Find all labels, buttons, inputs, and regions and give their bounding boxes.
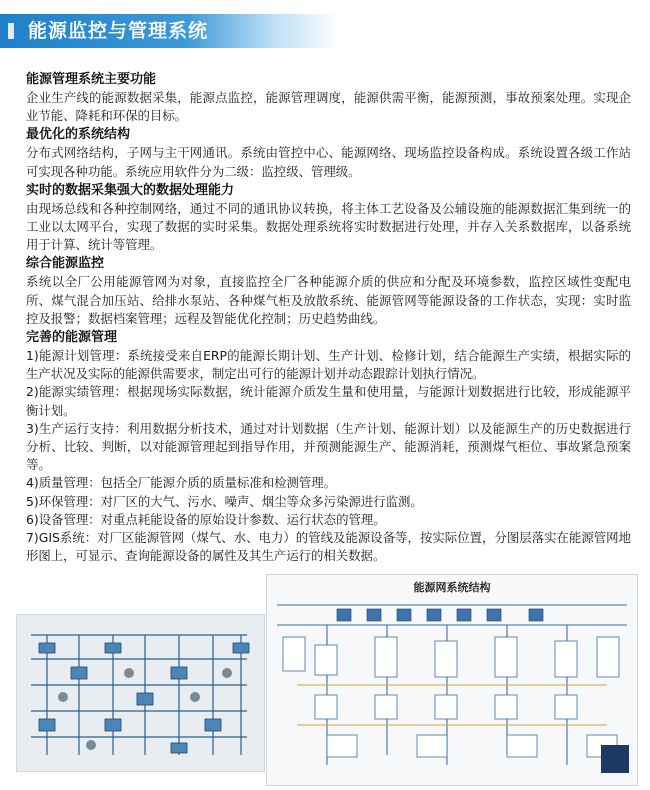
section-heading: 完善的能源管理	[26, 330, 118, 346]
process-schematic-image	[16, 614, 265, 772]
section-main-functions	[26, 70, 631, 125]
list-item: 1)能源计划管理：系统接受来自ERP的能源长期计划、生产计划、检修计划，结合能源生产实绩，根据实际的生产状况及实际的能源供需要求，制定出可行的能源计划并动态跟踪计划执行情况。	[26, 348, 631, 382]
section-energy-management	[26, 328, 631, 565]
title-banner	[0, 14, 340, 48]
section-heading: 最优化的系统结构	[26, 127, 131, 143]
list-item: 7)GIS系统：对厂区能源管网（煤气、水、电力）的管线及能源设备等，按实际位置，分图层落实在能源管网地形图上，可显示、查询能源设备的属性及其生产运行的相关数据。	[26, 530, 631, 564]
section-heading: 能源管理系统主要功能	[26, 72, 157, 87]
section-text: 分布式网络结构，子网与主干网通讯。系统由管控中心、能源网络、现场监控设备构成。系统设置各级工作站可实现各种功能。系统应用软件分为二级：监控级、管理级。	[26, 145, 631, 179]
list-item: 4)质量管理：包括全厂能源介质的质量标准和检测管理。	[26, 475, 337, 491]
list-item: 5)环保管理：对厂区的大气、污水、噪声、烟尘等众多污染源进行监测。	[26, 493, 423, 509]
section-text: 企业生产线的能源数据采集，能源点监控，能源管理调度，能源供需平衡，能源预测，事故预案处理。实现企业节能、降耗和环保的目标。	[26, 90, 631, 124]
section-realtime-data	[26, 181, 631, 255]
list-item: 2)能源实绩管理：根据现场实际数据，统计能源介质发生量和使用量，与能源计划数据进行比较，形成能源平衡计划。	[26, 384, 631, 418]
banner-accent	[8, 23, 14, 39]
section-text: 系统以全厂公用能源管网为对象，直接监控全厂各种能源介质的供应和分配及环境参数，监控区域性变配电所、煤气混合加压站、给排水泵站、各种煤气柜及放散系统、能源管网等能源设备的工作状态，实现：实时监控及报警；数据档案管理；远程及智能优化控制；历史趋势曲线。	[26, 274, 631, 326]
section-heading: 实时的数据采集强大的数据处理能力	[26, 182, 235, 198]
section-text: 由现场总线和各种控制网络，通过不同的通讯协议转换，将主体工艺设备及公辅设施的能源数据汇集到统一的工业以太网平台，实现了数据的实时采集。数据处理系统将实时数据进行处理，并存入关系数据库，以备系统用于计算、统计等管理。	[26, 200, 631, 253]
page-title: 能源监控与管理系统	[28, 20, 209, 42]
list-item: 6)设备管理：对重点耗能设备的原始设计参数、运行状态的管理。	[26, 511, 386, 527]
process-schematic-svg	[17, 615, 264, 771]
list-item: 3)生产运行支持：利用数据分析技术，通过对计划数据（生产计划、能源计划）以及能源生产的历史数据进行分析、比较、判断，以对能源管理起到指导作用，并预测能源生产、能源消耗，预测煤气柜位、事故紧急预案等。	[26, 420, 631, 473]
section-integrated-monitoring	[26, 254, 631, 328]
main-content	[26, 70, 631, 565]
network-diagram-svg	[267, 575, 637, 785]
diagram-title: 能源网系统结构	[413, 581, 491, 594]
section-system-structure	[26, 125, 631, 180]
section-heading: 综合能源监控	[26, 256, 105, 272]
network-diagram-image	[266, 574, 638, 786]
